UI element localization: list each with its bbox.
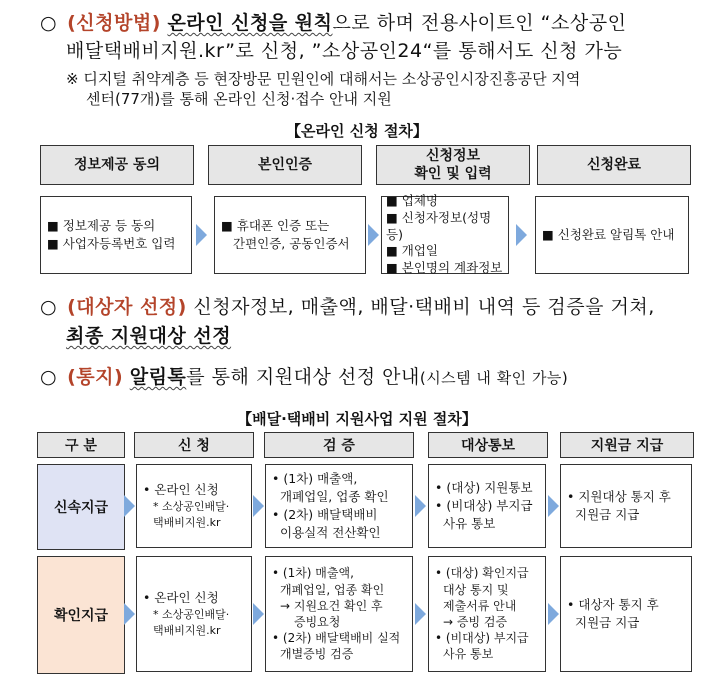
sec3-line: ○ (통지) 알림톡를 통해 지원대상 선정 안내(시스템 내 확인 가능) (40, 366, 569, 388)
flow1-box-2: ■ 휴대폰 인증 또는 간편인증, 공동인증서 (214, 196, 366, 274)
row1-apply: • 온라인 신청 * 소상공인배달· 택배비지원.kr (136, 464, 252, 548)
arrow-right-icon (548, 495, 559, 517)
flow1-header-1: 정보제공 동의 (40, 145, 194, 185)
row-label-confirm: 확인지급 (37, 556, 125, 674)
row2-apply: • 온라인 신청 * 소상공인배달· 택배비지원.kr (136, 556, 252, 672)
flow2-header-2: 신 청 (134, 432, 254, 458)
row-label-fast: 신속지급 (37, 464, 125, 550)
flow1-box-1: ■ 정보제공 등 동의 ■ 사업자등록번호 입력 (40, 196, 192, 274)
flow2-header-4: 대상통보 (428, 432, 548, 458)
row2-pay: • 대상자 통지 후 지원금 지급 (560, 556, 692, 672)
flow1-header-2: 본인인증 (208, 145, 362, 185)
row1-pay: • 지원대상 통지 후 지원금 지급 (560, 464, 692, 548)
sec1-line2: 배달택배비지원.kr”로 신청, ”소상공인24“를 통해서도 신청 가능 (66, 40, 623, 62)
flow1-box-4: ■ 신청완료 알림톡 안내 (535, 196, 689, 274)
sec1-tag: (신청방법) (67, 12, 161, 34)
arrow-right-icon (548, 603, 559, 625)
arrow-right-icon (368, 224, 379, 246)
sec1-line1: ○ (신청방법) 온라인 신청을 원칙으로 하며 전용사이트인 “소상공인 (40, 12, 627, 34)
arrow-right-icon (124, 603, 135, 625)
sec1-note1: ※ 디지털 취약계층 등 현장방문 민원인에 대해서는 소상공인시장진흥공단 지역 (66, 70, 581, 88)
arrow-right-icon (196, 224, 207, 246)
row2-notify: • (대상) 확인지급 대상 통지 및 제출서류 안내 → 증빙 검증 • (비대상) 부지급 사유 통보 (428, 556, 546, 672)
flow1-header-3: 신청정보 확인 및 입력 (376, 145, 530, 185)
sec1-note2: 센터(77개)를 통해 온라인 신청·접수 안내 지원 (86, 90, 392, 108)
arrow-right-icon (415, 603, 426, 625)
row1-notify: • (대상) 지원통보 • (비대상) 부지급 사유 통보 (428, 464, 546, 548)
flow1-box-3: ■ 업체명 ■ 신청자정보(성명 등) ■ 개업일 ■ 본인명의 계좌정보 (381, 196, 509, 274)
flow1-header-4: 신청완료 (537, 145, 691, 185)
flow1-title: 【온라인 신청 절차】 (286, 122, 428, 140)
row1-verify: • (1차) 매출액, 개폐업일, 업종 확인 • (2차) 배달택배비 이용실적 전산확인 (265, 464, 413, 548)
arrow-right-icon (516, 224, 527, 246)
sec1-bold: 온라인 신청을 원칙 (167, 12, 333, 34)
row2-verify: • (1차) 매출액, 개폐업일, 업종 확인 → 지원요건 확인 후 증빙요청 • (2차) 배달택배비 실적 개별증빙 검증 (265, 556, 413, 672)
flow2-title: 【배달·택배비 지원사업 지원 절차】 (237, 410, 477, 428)
flow2-header-1: 구 분 (37, 432, 125, 458)
sec2-line1: ○ (대상자 선정) 신청자정보, 매출액, 배달·택배비 내역 등 검증을 거쳐, (40, 296, 655, 318)
flow2-header-3: 검 증 (264, 432, 414, 458)
flow2-header-5: 지원금 지급 (560, 432, 694, 458)
sec2-line2: 최종 지원대상 선정 (66, 325, 232, 347)
arrow-right-icon (253, 495, 264, 517)
arrow-right-icon (253, 603, 264, 625)
arrow-right-icon (415, 495, 426, 517)
arrow-right-icon (124, 495, 135, 517)
